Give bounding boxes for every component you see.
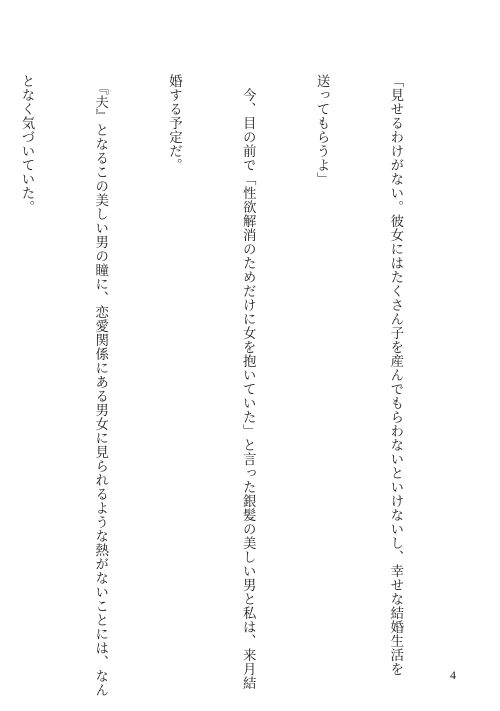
text-line: 送ってもらうよ」 [314, 74, 330, 186]
text-line: 「見せるわけがない。彼女にはたくさん子を産んでもらわないといけないし、幸せな結婚生活を [387, 74, 403, 676]
text-line: 婚する予定だ。 [166, 74, 182, 172]
vertical-text-body [0, 74, 456, 698]
page-number: 4 [450, 668, 456, 682]
text-line: 今、目の前で「性欲解消のためだけに女を抱いていた」と言った銀髪の美しい男と私は、来月結 [240, 74, 256, 690]
text-line: 『夫』となるこの美しい男の瞳に、恋愛関係にある男女に見られるような熱がないことには、なん [92, 74, 108, 698]
text-line: となく気づいていた。 [18, 74, 34, 214]
